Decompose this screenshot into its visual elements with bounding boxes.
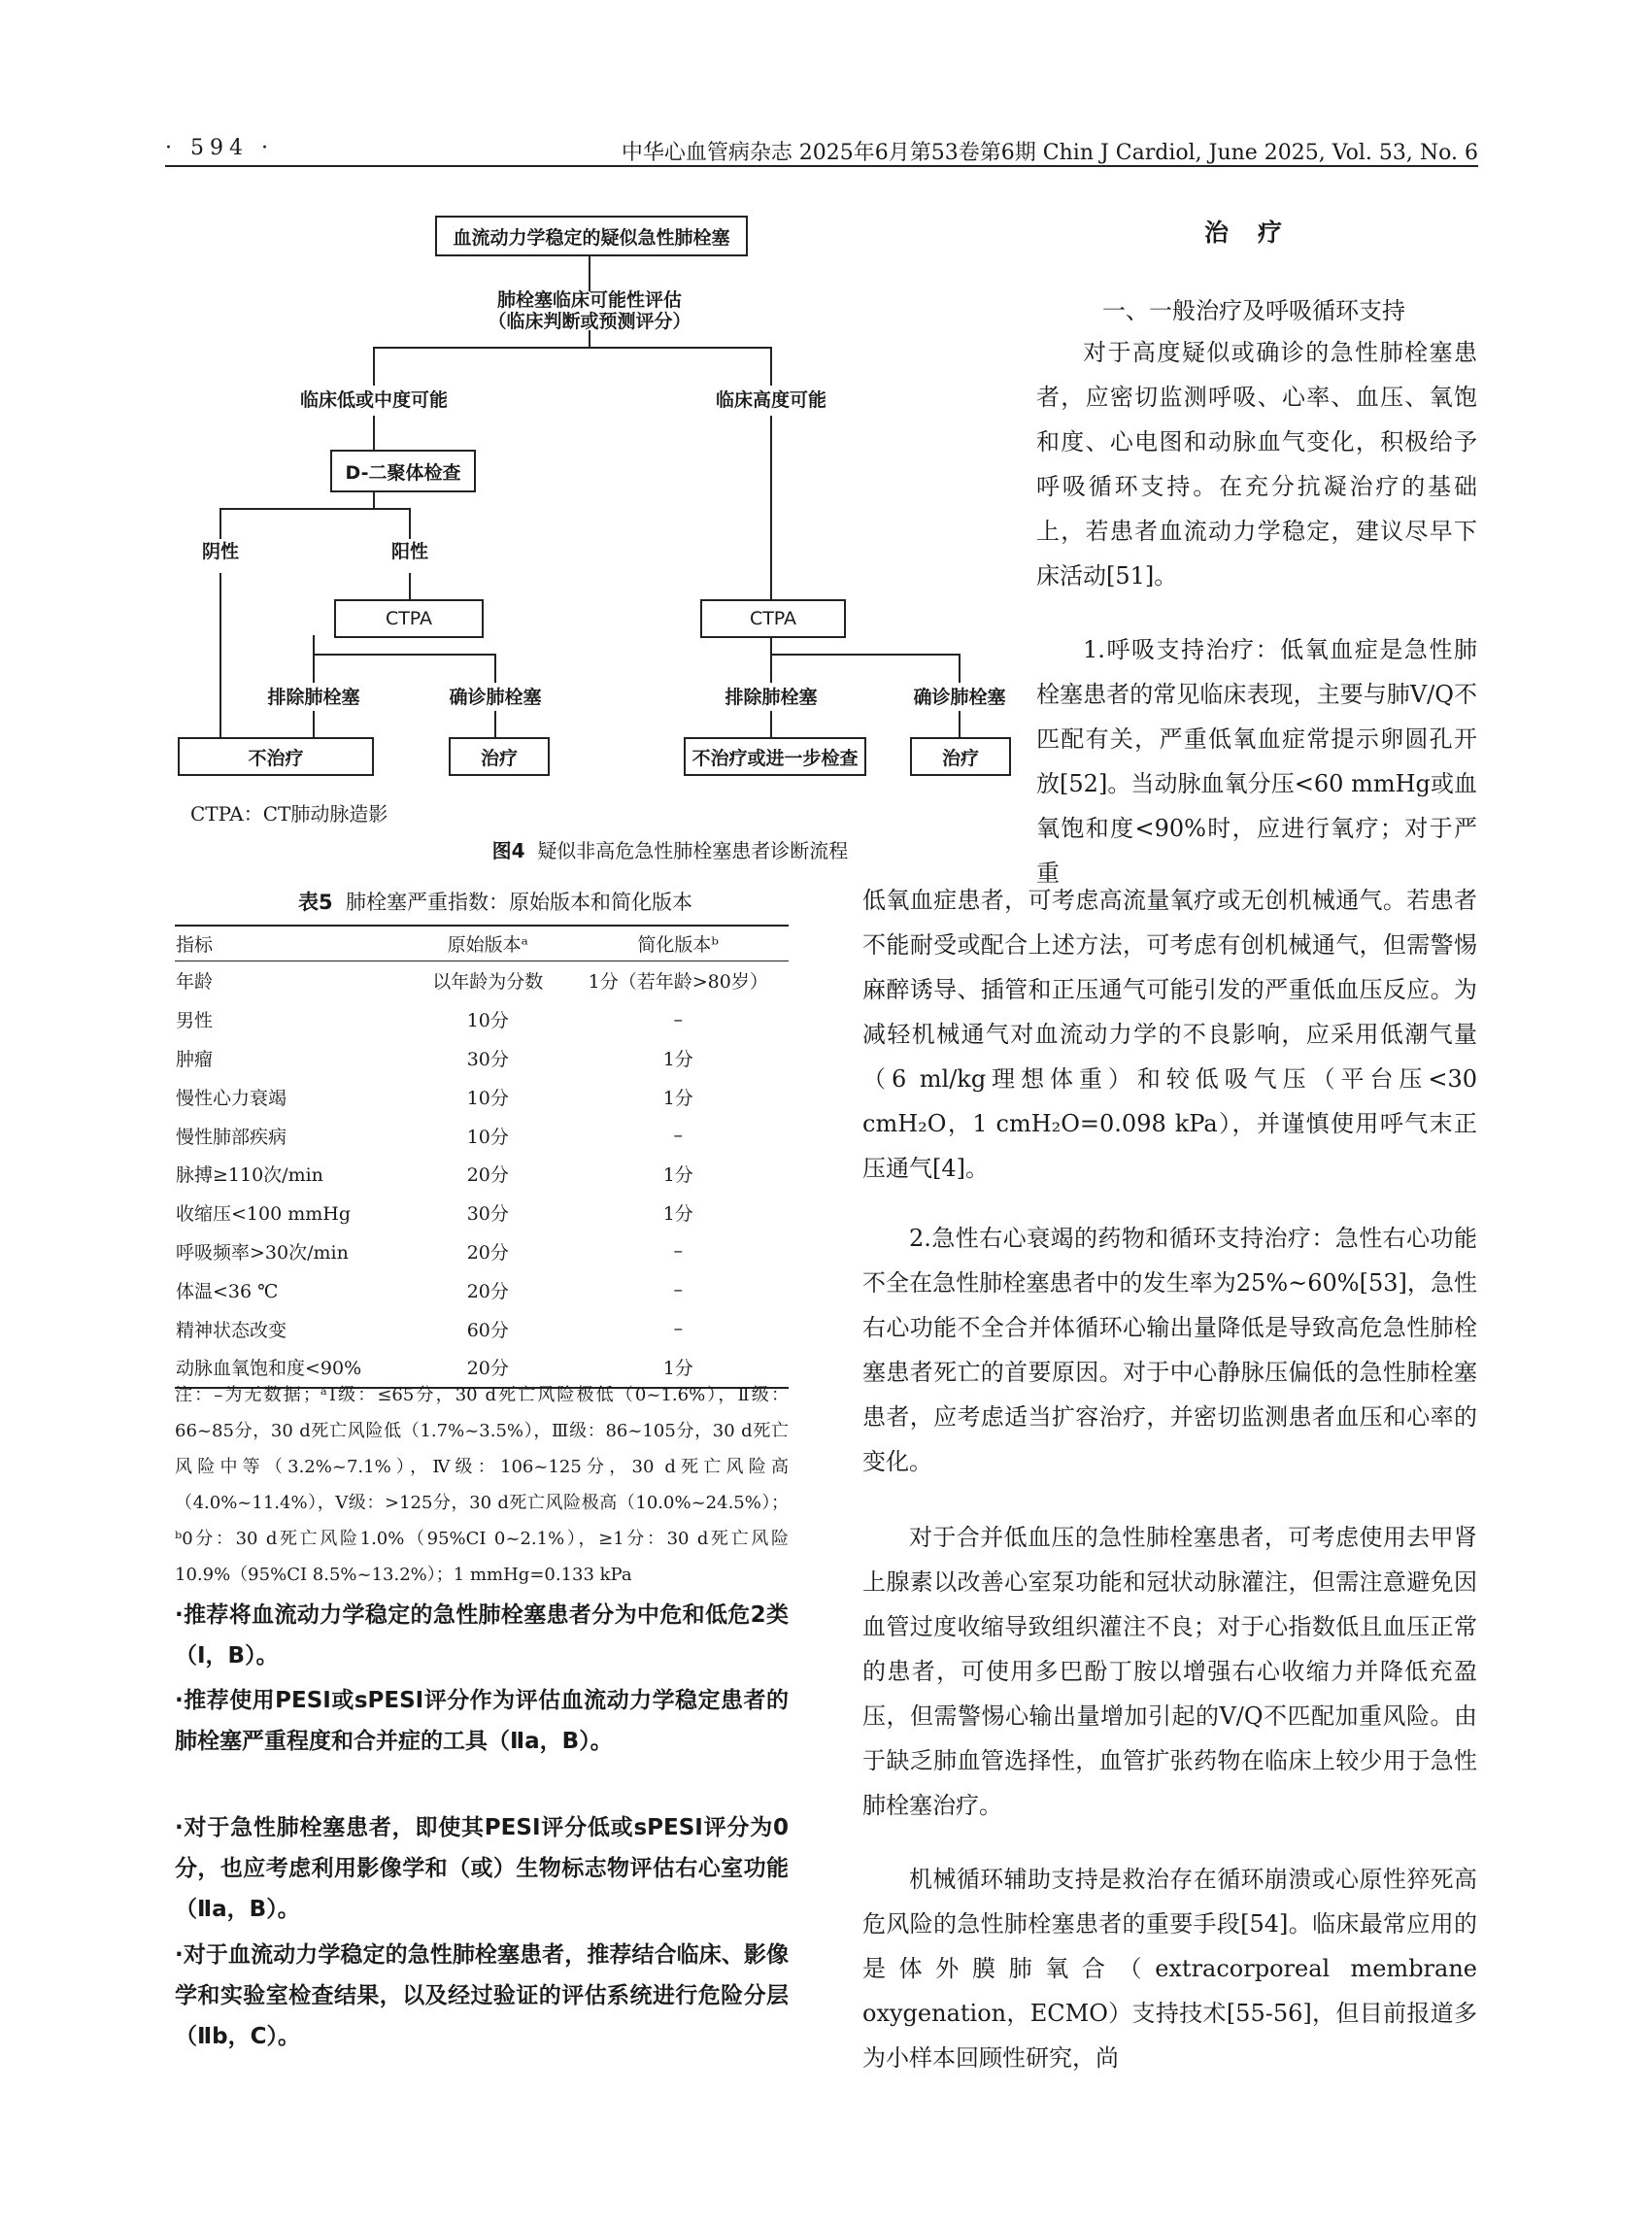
table-caption-text: 肺栓塞严重指数：原始版本和简化版本: [345, 891, 692, 914]
flow-low-mid: 临床低或中度可能: [299, 389, 449, 411]
subsection-title: 一、一般治疗及呼吸循环支持: [1102, 297, 1405, 324]
table-row: [175, 1309, 789, 1348]
paragraph-3: 2.急性右心衰竭的药物和循环支持治疗：急性右心功能不全在急性肺栓塞患者中的发生率为25%~60%[53]，急性右心功能不全合并体循环心输出量降低是导致高危急性肺栓塞患者死亡的首要原因。对于中心静脉压偏低的急性肺栓塞患者，应考虑适当扩容治疗，并密切监测患者血压和心率的变化。: [862, 1225, 1477, 1475]
figure-abbreviation: CTPA：CT肺动脉造影: [190, 802, 388, 826]
flow-treat-right: 治疗: [910, 737, 1011, 776]
table-row: [175, 1000, 789, 1039]
flow-no-treat-or-further: 不治疗或进一步检查: [684, 737, 866, 776]
table-row: [175, 961, 789, 1000]
column-header: 原始版本ᵃ: [408, 926, 567, 961]
table-caption: [175, 887, 816, 916]
recommendation-4: ·对于血流动力学稳定的急性肺栓塞患者，推荐结合临床、影像学和实验室检查结果，以及经过验证的评估系统进行危险分层（Ⅱb，C）。: [175, 1942, 789, 2049]
table-cell: 1分（若年龄>80岁）: [588, 971, 768, 994]
flow-negative: 阴性: [201, 541, 240, 562]
table-cell: 1分: [567, 1348, 789, 1388]
table-cell: 20分: [466, 1280, 509, 1302]
table-cell: 1分: [662, 1203, 693, 1226]
flow-treat-left: 治疗: [449, 737, 550, 776]
flow-assess-line1: 肺栓塞临床可能性评估: [496, 289, 683, 311]
table-cell: 慢性肺部疾病: [176, 1126, 287, 1148]
journal-citation: 中华心血管病杂志 2025年6月第53卷第6期 Chin J Cardiol, June 2025, Vol. 53, No. 6: [621, 141, 1478, 165]
table-cell: 年龄: [176, 971, 214, 994]
table-row: [175, 1270, 789, 1309]
table-cell: 慢性心力衰竭: [176, 1087, 287, 1109]
table-cell: 10分: [466, 1126, 509, 1148]
paragraph-2: 1.呼吸支持治疗：低氧血症是急性肺栓塞患者的常见临床表现，主要与肺V/Q不匹配有关，严重低氧血症常提示卵圆孔开放[52]。当动脉血氧分压<60 mmHg或血氧饱和度<90%时，应进行氧疗；对于严重: [1036, 636, 1477, 887]
table-cell: 动脉血氧饱和度<90%: [175, 1348, 408, 1388]
flow-confirm-left: 确诊肺栓塞: [449, 687, 542, 708]
page-number: · 594 ·: [165, 136, 274, 160]
flow-exclude-right: 排除肺栓塞: [725, 687, 818, 708]
table-note: 注：–为无数据；ᵃⅠ级：≤65分，30 d死亡风险极低（0~1.6%），Ⅱ级：66~85分，30 d死亡风险低（1.7%~3.5%），Ⅲ级：86~105分，30 d死亡风险中等（3.2%~7.1%），Ⅳ级：106~125分，30 d死亡风险高（4.0%~11.4%），Ⅴ级：>125分，30 d死亡风险极高（10.0%~24.5%）；ᵇ0分：30 d死亡风险1.0%（95%CI 0~2.1%），≥1分：30 d死亡风险10.9%（95%CI 8.5%~13.2%）；1 mmHg=0.133 kPa: [175, 1385, 789, 1585]
table-cell: 脉搏≥110次/min: [176, 1164, 323, 1187]
flow-confirm-right: 确诊肺栓塞: [913, 687, 1006, 708]
table-cell: 20分: [466, 1164, 509, 1187]
table-cell: –: [673, 1240, 683, 1263]
table-row: [175, 1232, 789, 1271]
flow-positive: 阳性: [390, 541, 429, 562]
flow-high: 临床高度可能: [715, 389, 827, 411]
table-cell: 60分: [466, 1319, 509, 1341]
recommendation-3: ·对于急性肺栓塞患者，即使其PESI评分低或sPESI评分为0分，也应考虑利用影像学和（或）生物标志物评估右心室功能（Ⅱa，B）。: [175, 1815, 789, 1922]
table-cell: 1分: [662, 1164, 693, 1187]
table-cell: 10分: [466, 1010, 509, 1032]
figure-caption: [233, 835, 1107, 863]
table-cell: 10分: [466, 1087, 509, 1109]
table-cell: 男性: [176, 1010, 214, 1032]
recommendation-1: ·推荐将血流动力学稳定的急性肺栓塞患者分为中危和低危2类（Ⅰ，B）。: [175, 1602, 789, 1669]
flow-exclude-left: 排除肺栓塞: [267, 687, 360, 708]
table-cell: 以年龄为分数: [432, 971, 544, 994]
table-row: [175, 1116, 789, 1155]
table-cell: 20分: [466, 1241, 509, 1264]
figure-caption-text: 疑似非高危急性肺栓塞患者诊断流程: [537, 839, 849, 862]
flow-no-treat: 不治疗: [178, 737, 374, 776]
table-row: [175, 1194, 789, 1232]
paragraph-2-continued: 低氧血症患者，可考虑高流量氧疗或无创机械通气。若患者不能耐受或配合上述方法，可考虑有创机械通气，但需警惕麻醉诱导、插管和正压通气可能引发的严重低血压反应。为减轻机械通气对血流动力学的不良影响，应采用低潮气量（6 ml/kg理想体重）和较低吸气压（平台压<30 cmH₂O，1 cmH₂O=0.098 kPa），并谨慎使用呼气末正压通气[4]。: [862, 887, 1477, 1182]
table-cell: –: [673, 1125, 683, 1147]
section-title: 治疗: [1204, 219, 1312, 247]
table-cell: –: [673, 1008, 683, 1030]
table-header-row: [175, 926, 789, 961]
table-label: 表5: [298, 891, 333, 914]
paragraph-5: 机械循环辅助支持是救治存在循环崩溃或心原性猝死高危风险的急性肺栓塞患者的重要手段[54]。临床最常应用的是体外膜肺氧合（extracorporeal membrane oxygenation，ECMO）支持技术[55-56]，但目前报道多为小样本回顾性研究，尚: [862, 1866, 1477, 2072]
table-cell: 呼吸频率>30次/min: [176, 1241, 349, 1264]
paragraph-1: 对于高度疑似或确诊的急性肺栓塞患者，应密切监测呼吸、心率、血压、氧饱和度、心电图和动脉血气变化，积极给予呼吸循环支持。在充分抗凝治疗的基础上，若患者血流动力学稳定，建议尽早下床活动[51]。: [1036, 339, 1477, 590]
table-row: [175, 1039, 789, 1078]
table-cell: 肿瘤: [176, 1048, 214, 1070]
pesi-table: [175, 925, 789, 1389]
table-cell: –: [673, 1279, 683, 1301]
table-cell: –: [673, 1318, 683, 1340]
flow-top-box: 血流动力学稳定的疑似急性肺栓塞: [435, 216, 748, 256]
table-row: [175, 1155, 789, 1194]
table-cell: 1分: [662, 1087, 693, 1109]
table-cell: 30分: [466, 1203, 509, 1226]
table-cell: 体温<36 ℃: [176, 1280, 279, 1302]
flow-ctpa-right: CTPA: [700, 599, 846, 638]
flow-ctpa-left: CTPA: [334, 599, 484, 638]
recommendation-2: ·推荐使用PESI或sPESI评分作为评估血流动力学稳定患者的肺栓塞严重程度和合并症的工具（Ⅱa，B）。: [175, 1688, 789, 1754]
column-header: 简化版本ᵇ: [567, 926, 789, 961]
flow-assess-line2: （临床判断或预测评分）: [488, 311, 691, 332]
flow-ddimer-box: D-二聚体检查: [330, 450, 476, 492]
table-cell: 收缩压<100 mmHg: [176, 1203, 351, 1226]
paragraph-4: 对于合并低血压的急性肺栓塞患者，可考虑使用去甲肾上腺素以改善心室泵功能和冠状动脉灌注，但需注意避免因血管过度收缩导致组织灌注不良；对于心指数低且血压正常的患者，可使用多巴酚丁胺以增强右心收缩力并降低充盈压，但需警惕心输出量增加引起的V/Q不匹配加重风险。由于缺乏肺血管选择性，血管扩张药物在临床上较少用于急性肺栓塞治疗。: [862, 1524, 1477, 1819]
table-cell: 精神状态改变: [176, 1319, 287, 1341]
table-cell: 20分: [408, 1348, 567, 1388]
column-header: 指标: [175, 926, 408, 961]
table-cell: 1分: [662, 1048, 693, 1070]
table-row: [175, 1077, 789, 1116]
table-cell: 30分: [466, 1048, 509, 1070]
figure-label: 图4: [491, 839, 525, 862]
